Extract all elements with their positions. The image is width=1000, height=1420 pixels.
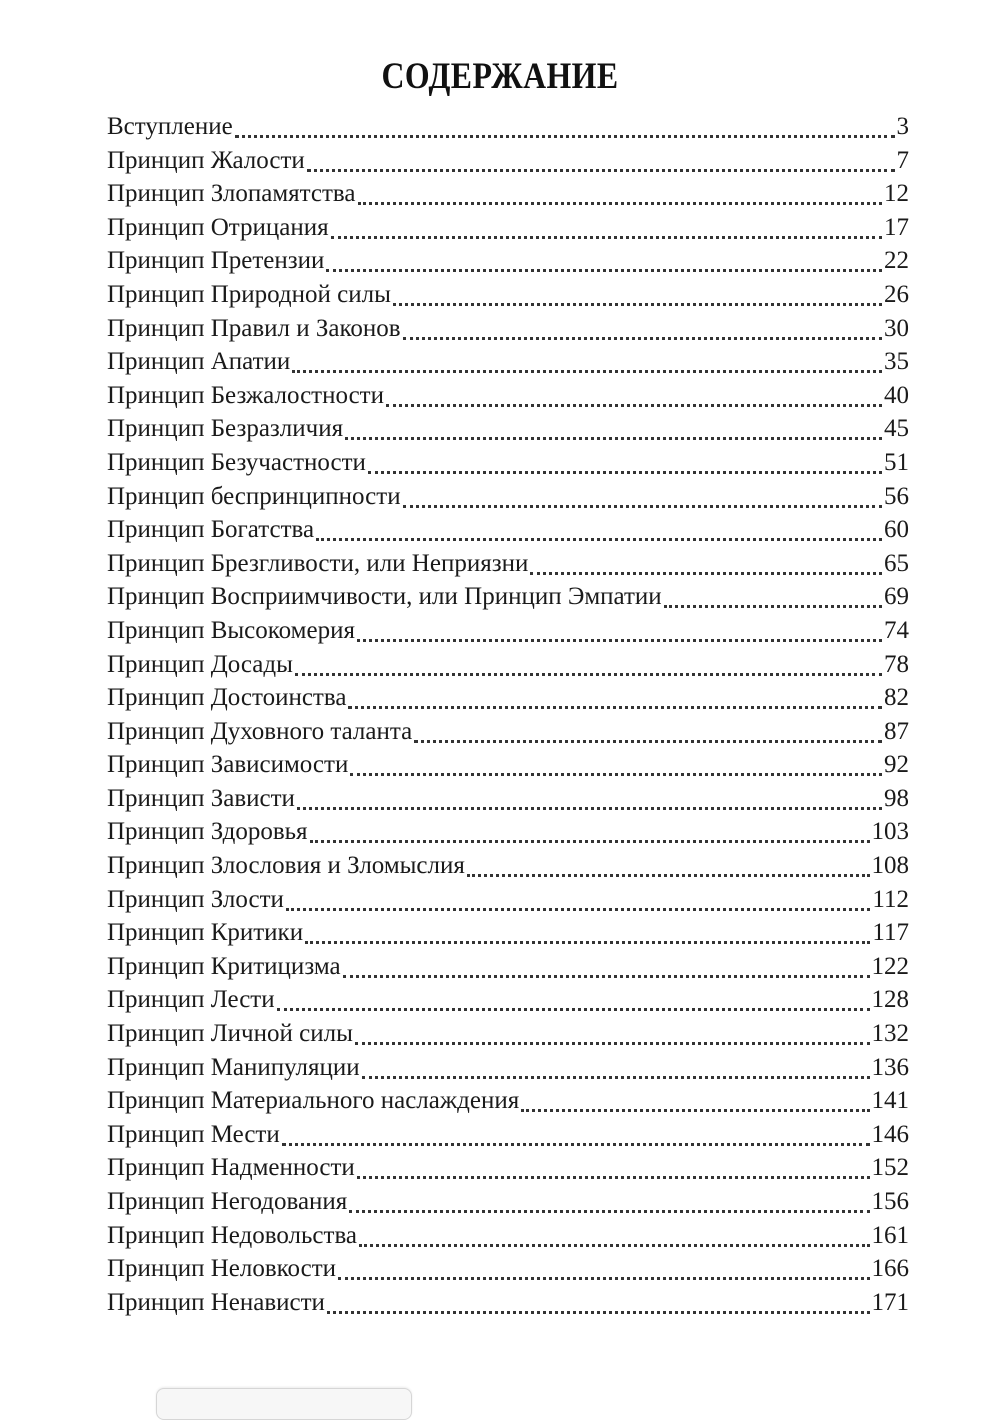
dot-leader <box>403 505 882 508</box>
toc-entry-label: Принцип Жалости <box>107 146 305 174</box>
toc-entry[interactable] <box>107 211 909 245</box>
toc-entry-page-number: 136 <box>871 1053 909 1081</box>
toc-entry-page-number: 3 <box>896 113 909 140</box>
toc-entry[interactable] <box>107 480 909 514</box>
toc-entry[interactable] <box>107 1017 909 1051</box>
dot-leader <box>343 975 870 978</box>
toc-entry-page-number: 98 <box>884 784 909 812</box>
dot-leader <box>467 874 870 877</box>
toc-entry[interactable] <box>107 144 909 178</box>
toc-entry[interactable] <box>107 983 909 1017</box>
toc-entry[interactable] <box>107 379 909 413</box>
dot-leader <box>414 740 882 743</box>
toc-entry-label: Принцип Апатии <box>107 348 291 376</box>
toc-entry-label: Принцип Богатства <box>107 516 315 544</box>
dot-leader <box>310 840 870 843</box>
toc-entry-page-number: 92 <box>884 751 909 779</box>
toc-entry-label: Принцип беспринципности <box>107 482 401 510</box>
dot-leader <box>521 1109 869 1112</box>
toc-entry[interactable] <box>107 883 909 917</box>
toc-entry-label: Принцип Безразличия <box>107 415 344 443</box>
dot-leader <box>368 471 882 474</box>
toc-entry-page-number: 122 <box>871 952 909 980</box>
toc-entry[interactable] <box>107 916 909 950</box>
toc-entry[interactable] <box>107 715 909 749</box>
toc-entry-page-number: 117 <box>872 919 909 947</box>
toc-entry-label: Принцип Мести <box>107 1120 280 1148</box>
toc-entry-page-number: 74 <box>884 616 909 644</box>
dot-leader <box>664 605 882 608</box>
toc-entry[interactable] <box>107 1185 909 1219</box>
dot-leader <box>331 236 882 239</box>
toc-entry-page-number: 161 <box>871 1221 909 1249</box>
toc-entry-label: Принцип Личной силы <box>107 1020 353 1048</box>
toc-entry-page-number: 78 <box>884 650 909 678</box>
toc-entry-page-number: 103 <box>871 818 909 846</box>
dot-leader <box>348 706 882 709</box>
toc-entry-label: Принцип Критики <box>107 919 304 947</box>
toc-entry[interactable] <box>107 782 909 816</box>
toc-entry-label: Принцип Безжалостности <box>107 381 384 409</box>
toc-entry-label: Принцип Претензии <box>107 247 325 275</box>
toc-entry-label: Принцип Надменности <box>107 1154 355 1182</box>
dot-leader <box>362 1076 870 1079</box>
toc-entry-label: Принцип Материального наслаждения <box>107 1087 520 1115</box>
dot-leader <box>403 337 882 340</box>
toc-entry-label: Вступление <box>107 113 233 140</box>
toc-entry-page-number: 132 <box>871 1020 909 1048</box>
toc-entry-page-number: 108 <box>871 852 909 880</box>
toc-entry-label: Принцип Лести <box>107 986 275 1014</box>
toc-entry-page-number: 12 <box>884 180 909 208</box>
dot-leader <box>297 807 882 810</box>
toc-entry-label: Принцип Безучастности <box>107 448 366 476</box>
toc-entry[interactable] <box>107 1286 909 1320</box>
dot-leader <box>327 1311 870 1314</box>
dot-leader <box>326 269 882 272</box>
toc-entry-label: Принцип Духовного таланта <box>107 717 413 745</box>
dot-leader <box>345 437 882 440</box>
toc-entry-label: Принцип Негодования <box>107 1188 348 1215</box>
toc-entry[interactable] <box>107 849 909 883</box>
toc-entry-page-number: 69 <box>884 583 909 611</box>
toc-entry-page-number: 171 <box>871 1288 909 1316</box>
toc-entry[interactable] <box>107 614 909 648</box>
toc-entry-label: Принцип Брезгливости, или Неприязни <box>107 549 529 577</box>
toc-entry[interactable] <box>107 513 909 547</box>
dot-leader <box>316 538 882 541</box>
toc-entry-page-number: 82 <box>884 684 909 712</box>
dot-leader <box>305 941 870 944</box>
toc-entry-label: Принцип Здоровья <box>107 818 308 846</box>
toc-entry-page-number: 35 <box>884 348 909 376</box>
toc-entry[interactable] <box>107 1252 909 1286</box>
toc-entry-label: Принцип Манипуляции <box>107 1053 360 1081</box>
toc-entry[interactable] <box>107 244 909 278</box>
toc-entry-page-number: 112 <box>872 885 909 913</box>
toc-entry-label: Принцип Критицизма <box>107 952 341 980</box>
toc-entry-page-number: 65 <box>884 549 909 577</box>
dot-leader <box>530 572 882 575</box>
toc-entry-label: Принцип Недовольства <box>107 1221 358 1249</box>
toc-entry-page-number: 166 <box>871 1255 909 1283</box>
toc-entry-label: Принцип Злопамятства <box>107 180 356 208</box>
toc-entry-label: Принцип Злословия и Зломыслия <box>107 852 465 880</box>
dot-leader <box>235 135 895 138</box>
toc-entry-page-number: 26 <box>884 280 909 308</box>
dot-leader <box>357 639 882 642</box>
dot-leader <box>349 1210 869 1213</box>
toc-entry-label: Принцип Природной силы <box>107 280 391 308</box>
toc-entry-page-number: 7 <box>896 146 909 174</box>
toc-entry[interactable] <box>107 950 909 984</box>
toc-entry-page-number: 22 <box>884 247 909 275</box>
toc-entry-label: Принцип Восприимчивости, или Принцип Эмпатии <box>107 583 662 611</box>
dot-leader <box>307 169 895 172</box>
toc-entry-page-number: 45 <box>884 415 909 443</box>
toc-entry-page-number: 51 <box>884 448 909 476</box>
toc-entry[interactable] <box>107 1118 909 1152</box>
toc-entry-label: Принцип Неловкости <box>107 1255 337 1283</box>
dot-leader <box>350 773 882 776</box>
toc-entry-page-number: 56 <box>884 482 909 510</box>
toc-entry[interactable] <box>107 681 909 715</box>
bottom-tab[interactable] <box>156 1388 412 1420</box>
toc-entry[interactable] <box>107 446 909 480</box>
toc-entry-page-number: 156 <box>871 1188 909 1215</box>
toc-entry[interactable] <box>107 648 909 682</box>
toc-entry-label: Принцип Высокомерия <box>107 616 355 644</box>
toc-entry-page-number: 30 <box>884 314 909 342</box>
toc-entry-label: Принцип Ненависти <box>107 1288 325 1316</box>
toc-entry[interactable] <box>107 312 909 346</box>
toc-entry[interactable] <box>107 278 909 312</box>
dot-leader <box>292 370 882 373</box>
toc-entry-label: Принцип Досады <box>107 650 293 678</box>
dot-leader <box>386 404 882 407</box>
toc-entry-label: Принцип Злости <box>107 885 284 913</box>
table-of-contents <box>107 110 909 1319</box>
page-title: СОДЕРЖАНИЕ <box>381 55 619 97</box>
toc-entry-page-number: 152 <box>871 1154 909 1182</box>
toc-entry[interactable] <box>107 110 909 144</box>
toc-entry[interactable] <box>107 748 909 782</box>
dot-leader <box>286 908 871 911</box>
toc-entry-page-number: 128 <box>871 986 909 1014</box>
toc-entry-label: Принцип Отрицания <box>107 213 329 241</box>
toc-entry-page-number: 17 <box>884 213 909 241</box>
toc-entry[interactable] <box>107 1219 909 1253</box>
dot-leader <box>295 673 882 676</box>
toc-entry[interactable] <box>107 580 909 614</box>
dot-leader <box>355 1042 870 1045</box>
toc-entry-page-number: 60 <box>884 516 909 544</box>
toc-entry-page-number: 87 <box>884 717 909 745</box>
dot-leader <box>277 1008 870 1011</box>
toc-entry[interactable] <box>107 547 909 581</box>
toc-entry-label: Принцип Зависимости <box>107 751 349 779</box>
toc-entry[interactable] <box>107 177 909 211</box>
toc-entry[interactable] <box>107 412 909 446</box>
dot-leader <box>282 1143 870 1146</box>
dot-leader <box>393 303 882 306</box>
dot-leader <box>357 1176 870 1179</box>
toc-entry-page-number: 40 <box>884 381 909 409</box>
toc-entry[interactable] <box>107 815 909 849</box>
toc-entry-label: Принцип Зависти <box>107 784 295 812</box>
toc-entry[interactable] <box>107 345 909 379</box>
toc-entry[interactable] <box>107 1084 909 1118</box>
dot-leader <box>358 202 883 205</box>
toc-entry-label: Принцип Достоинства <box>107 684 347 712</box>
toc-entry-page-number: 141 <box>871 1087 909 1115</box>
toc-entry-page-number: 146 <box>871 1120 909 1148</box>
toc-entry-label: Принцип Правил и Законов <box>107 314 401 342</box>
dot-leader <box>338 1277 869 1280</box>
toc-entry[interactable] <box>107 1051 909 1085</box>
dot-leader <box>359 1244 869 1247</box>
toc-entry[interactable] <box>107 1151 909 1185</box>
